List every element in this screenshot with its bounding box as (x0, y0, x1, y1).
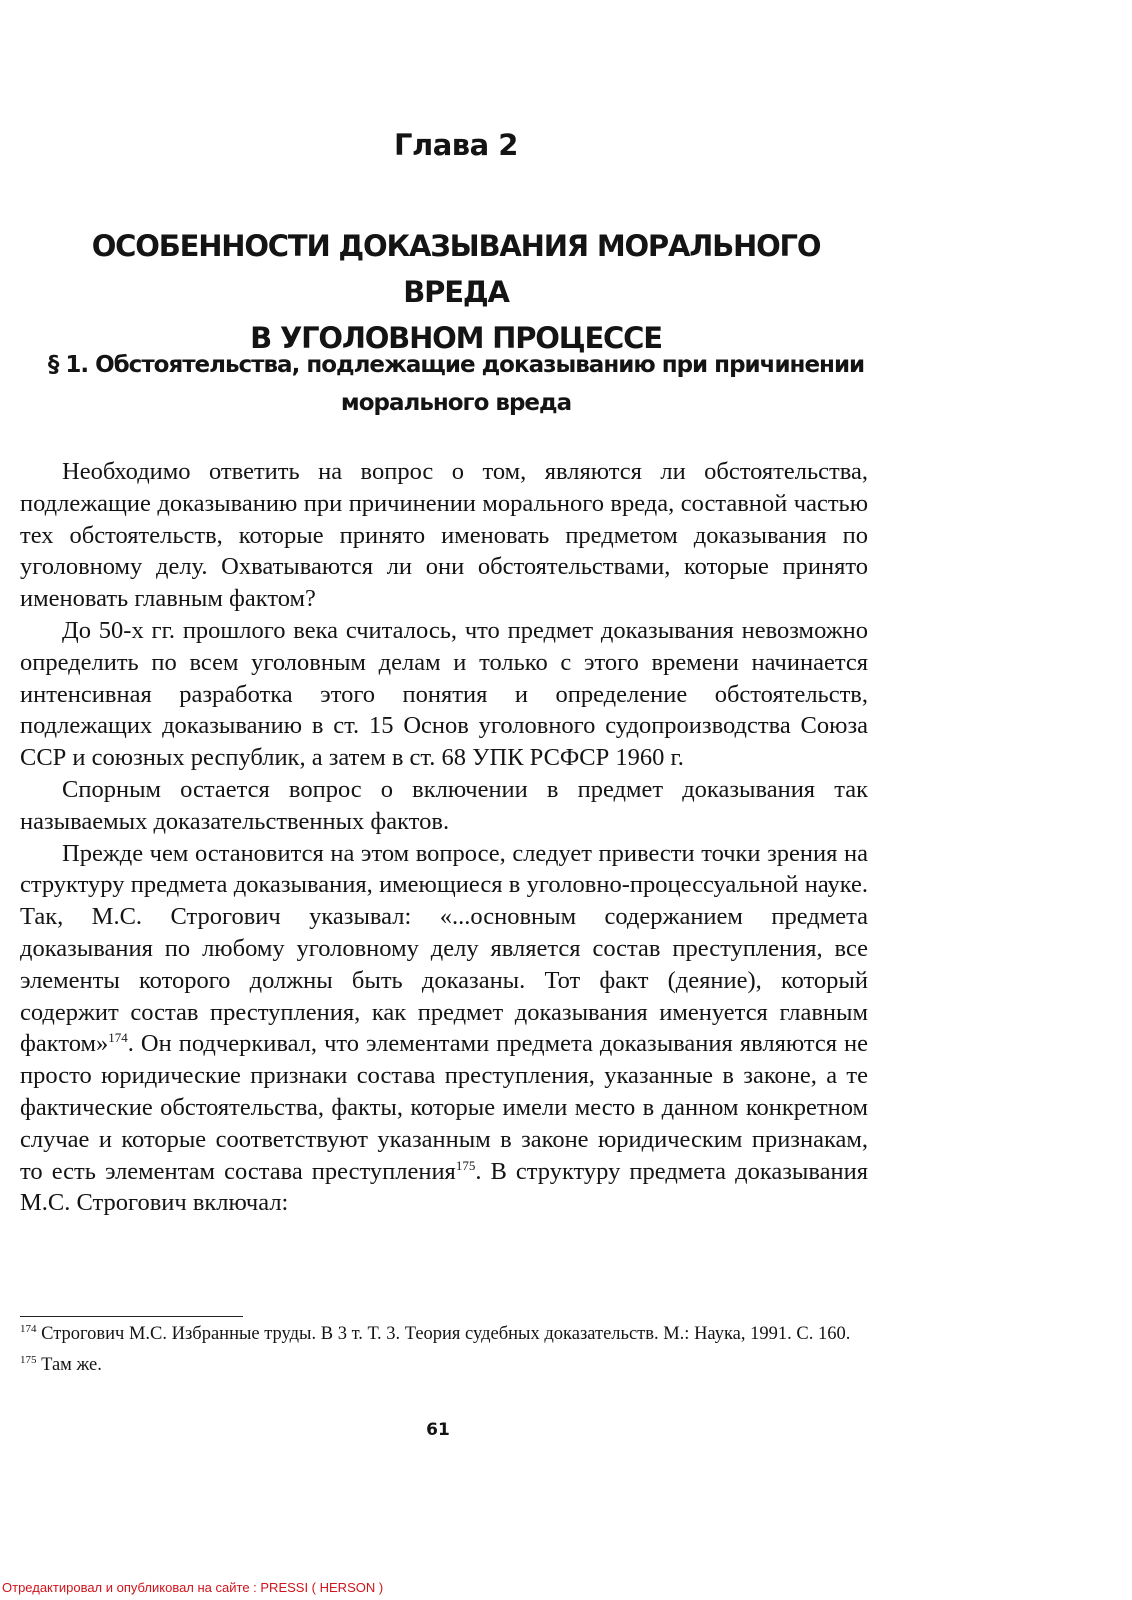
chapter-title-line1: ОСОБЕННОСТИ ДОКАЗЫВАНИЯ МОРАЛЬНОГО ВРЕДА (91, 229, 821, 309)
paragraph-4-text-2: . Он подчеркивал, что элементами предмета доказывания являются не просто юридические признаки состава преступления, указанные в законе, а те фактические обстоятельства, факты, которые имели место в данном конкретном случае и которые соответствуют указанным в законе юридическим признакам, то есть элементам состава преступления (20, 1030, 868, 1185)
body-text (20, 456, 868, 1219)
section-title (30, 346, 882, 422)
footnote-174 (20, 1322, 868, 1347)
section-title-line2: морального вреда (340, 390, 572, 416)
paragraph-4 (20, 838, 868, 1220)
chapter-title-line2: В УГОЛОВНОМ ПРОЦЕССЕ (250, 321, 662, 355)
section-title-line1: § 1. Обстоятельства, подлежащие доказыванию при причинении (47, 352, 865, 378)
watermark-text: Отредактировал и опубликовал на сайте : PRESSI ( HERSON ) (2, 1580, 384, 1595)
paragraph-2: До 50-х гг. прошлого века считалось, что предмет доказывания невозможно определить по всем уголовным делам и только с этого времени начинается интенсивная разработка этого понятия и определение обстоятельств, подлежащих доказыванию в ст. 15 Основ уголовного судопроизводства Союза ССР и союзных республик, а затем в ст. 68 УПК РСФСР 1960 г. (20, 616, 868, 772)
paragraph-1: Необходимо ответить на вопрос о том, являются ли обстоятельства, подлежащие доказыванию при причинении морального вреда, составной частью тех обстоятельств, которые принято именовать предметом доказывания по уголовному делу. Охватываются ли они обстоятельствами, которые принято именовать главным фактом? (20, 458, 868, 613)
footnote-text: Там же. (36, 1355, 102, 1375)
page-number: 61 (426, 1420, 450, 1440)
footnotes (20, 1322, 868, 1384)
chapter-label: Глава 2 (394, 128, 518, 162)
footnote-number: 174 (20, 1322, 37, 1335)
footnote-ref-175[interactable]: 175 (455, 1157, 476, 1173)
footnote-text: Строгович М.С. Избранные труды. В 3 т. Т. 3. Теория судебных доказательств. М.: Наука, 1991. С. 160. (36, 1324, 851, 1344)
footnote-175 (20, 1353, 868, 1378)
paragraph-3: Спорным остается вопрос о включении в предмет доказывания так называемых доказательственных фактов. (20, 775, 868, 835)
footnote-number: 175 (20, 1353, 37, 1366)
chapter-title (40, 223, 872, 361)
footnote-ref-174[interactable]: 174 (108, 1030, 128, 1046)
paragraph-4-text-3: . В структуру предмета доказывания М.С. Строгович включал: (20, 1157, 868, 1217)
footnote-divider (20, 1316, 243, 1317)
paragraph-4-text-1: Прежде чем остановится на этом вопросе, следует привести точки зрения на структуру предмета доказывания, имеющиеся в уголовно-процессуальной науке. Так, М.С. Строгович указывал: «...основным содержанием предмета доказывания по любому уголовному делу является состав преступления, все элементы которого должны быть доказаны. Тот факт (деяние), который содержит состав преступления, как предмет доказывания именуется главным фактом» (20, 839, 868, 1058)
